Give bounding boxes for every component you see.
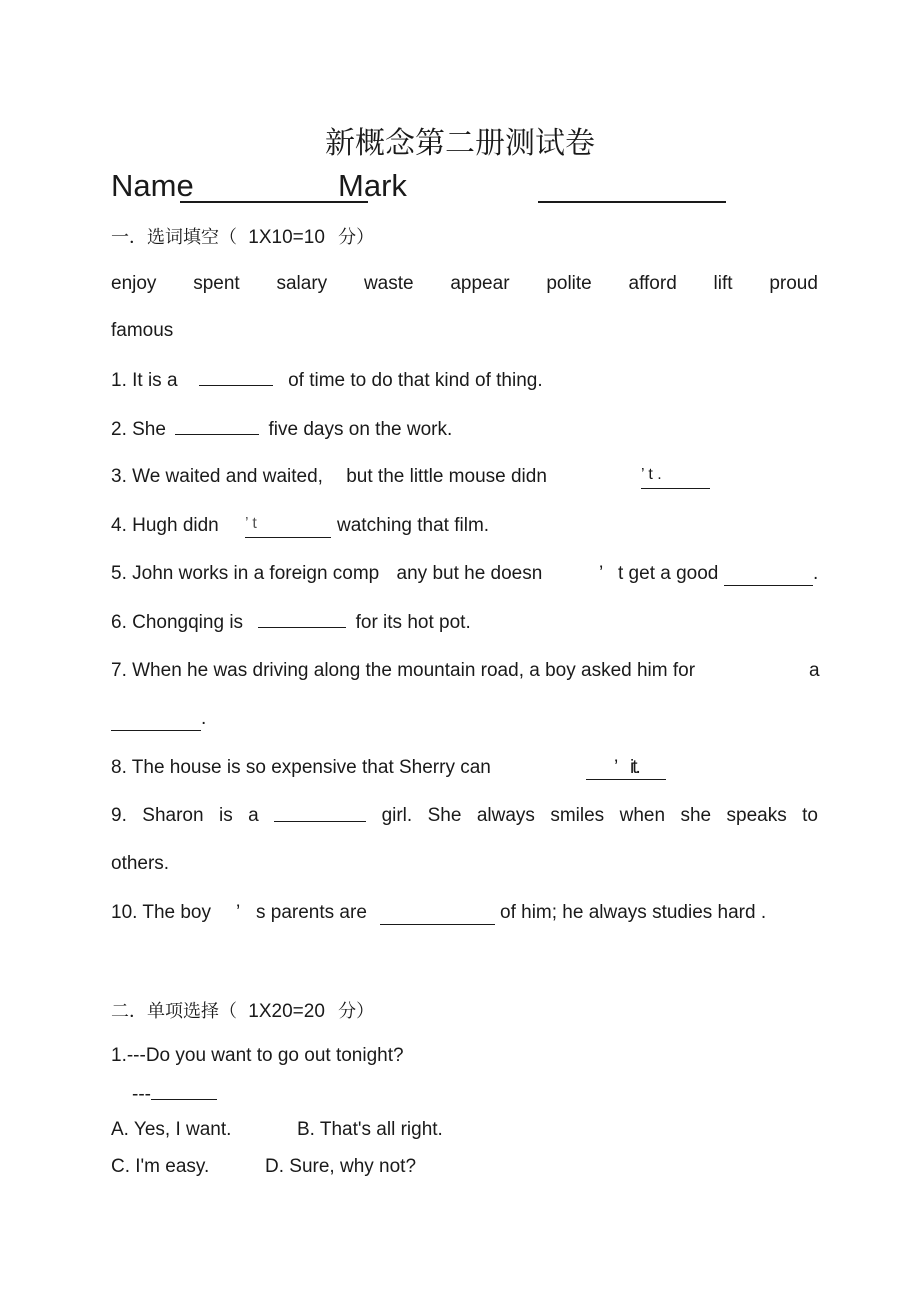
question-1 xyxy=(111,369,543,392)
answer-blank-5[interactable] xyxy=(724,563,813,586)
question-9-word: She xyxy=(427,805,462,826)
name-label: Name xyxy=(111,168,194,203)
section1-heading xyxy=(111,223,374,249)
question-6-text-b: for its hot pot. xyxy=(355,612,471,633)
question-9-word: Sharon xyxy=(142,805,204,826)
answer-blank-3[interactable] xyxy=(641,466,710,489)
word-bank xyxy=(111,273,818,295)
answer-blank-1[interactable] xyxy=(199,369,273,386)
question-3 xyxy=(111,466,547,488)
question-4-text-b: ’ t xyxy=(245,515,257,532)
word-bank-item: lift xyxy=(713,273,733,294)
answer-blank-10[interactable] xyxy=(380,902,495,925)
question-5-text-c: ’ xyxy=(599,563,604,584)
section2-unit: 分） xyxy=(338,1001,375,1022)
question-9-word: a xyxy=(248,805,259,826)
question-8-text-b: ’ xyxy=(614,757,619,778)
section1-score: 1X10=10 xyxy=(248,227,325,248)
question-10-text-b: ’ xyxy=(236,902,241,923)
section2-score: 1X20=20 xyxy=(248,1001,325,1022)
question-1-text-a: 1. It is a xyxy=(111,370,178,391)
question-5 xyxy=(111,563,542,585)
question-5-text-a: 5. John works in a foreign comp xyxy=(111,563,380,584)
question-4-text-c: watching that film. xyxy=(337,515,490,536)
answer-blank-8[interactable] xyxy=(586,757,666,780)
question-9-word: always xyxy=(476,805,535,826)
question-2-text-b: five days on the work. xyxy=(268,419,453,440)
question-9-word: she xyxy=(680,805,712,826)
question-5-text-e: . xyxy=(813,563,819,584)
question-8 xyxy=(111,757,491,779)
word-bank-item: salary xyxy=(276,273,328,294)
question-7-text-c: . xyxy=(201,708,207,729)
answer-blank-6[interactable] xyxy=(258,611,346,628)
word-bank-item: afford xyxy=(628,273,677,294)
question-7 xyxy=(111,660,695,682)
question-8-text-a: 8. The house is so expensive that Sherry can xyxy=(111,757,491,778)
question-3-text-b: but the little mouse didn xyxy=(346,466,547,487)
question-9-word: when xyxy=(619,805,666,826)
question-5-text-d: t get a good xyxy=(618,563,719,584)
option-c[interactable]: C. I'm easy. xyxy=(111,1156,210,1177)
question-10-text-c: s parents are xyxy=(256,902,367,923)
mc-answer-blank-1[interactable] xyxy=(151,1083,217,1100)
question-9-word: 9. xyxy=(111,805,127,826)
mc-question-1-reply-dash: --- xyxy=(132,1084,151,1105)
word-bank-item: proud xyxy=(769,273,818,294)
mc-question-1-reply xyxy=(132,1083,217,1106)
question-9 xyxy=(111,805,818,827)
mc-question-1: 1.---Do you want to go out tonight? xyxy=(111,1045,404,1066)
question-10-text-a: 10. The boy xyxy=(111,902,212,923)
page-title: 新概念第二册测试卷 xyxy=(325,126,595,161)
question-2 xyxy=(111,418,452,441)
question-6 xyxy=(111,611,471,634)
option-d[interactable]: D. Sure, why not? xyxy=(265,1156,417,1177)
option-a[interactable]: A. Yes, I want. xyxy=(111,1119,232,1140)
question-9-word: is xyxy=(218,805,233,826)
question-4-text-a: 4. Hugh didn xyxy=(111,515,219,536)
word-bank-item: polite xyxy=(546,273,592,294)
answer-blank-4[interactable] xyxy=(245,515,331,538)
question-9-word: smiles xyxy=(550,805,605,826)
option-b[interactable]: B. That's all right. xyxy=(297,1119,443,1140)
answer-blank-2[interactable] xyxy=(175,418,259,435)
question-2-text-a: 2. She xyxy=(111,419,166,440)
answer-blank-7[interactable] xyxy=(111,708,201,731)
question-7-text-b: a xyxy=(809,660,820,681)
question-9-word: others. xyxy=(111,853,170,874)
section2-heading-cn: 二．单项选择（ xyxy=(111,1001,237,1022)
question-9-word: speaks xyxy=(726,805,787,826)
mark-field[interactable] xyxy=(538,201,726,203)
section2-heading xyxy=(111,997,374,1023)
mark-label: Mark xyxy=(338,168,407,203)
question-9-word: girl. xyxy=(381,805,413,826)
question-9-word: to xyxy=(802,805,818,826)
answer-blank-9[interactable] xyxy=(274,805,366,822)
word-bank-item-extra: famous xyxy=(111,320,174,341)
question-7-text-a: 7. When he was driving along the mountain road, a boy asked him for xyxy=(111,660,696,681)
question-4 xyxy=(111,515,219,537)
word-bank-item: enjoy xyxy=(111,273,157,294)
question-1-text-b: of time to do that kind of thing. xyxy=(288,370,543,391)
question-3-text-c: ’ t . xyxy=(641,466,662,483)
word-bank-item: appear xyxy=(450,273,510,294)
word-bank-item: waste xyxy=(363,273,414,294)
question-8-text-c: it. xyxy=(630,757,639,778)
question-5-text-b: any but he doesn xyxy=(396,563,543,584)
section1-unit: 分） xyxy=(338,227,375,248)
question-10-text-d: of him; he always studies hard . xyxy=(500,902,767,923)
word-bank-item: spent xyxy=(193,273,240,294)
question-3-text-a: 3. We waited and waited, xyxy=(111,466,323,487)
question-6-text-a: 6. Chongqing is xyxy=(111,612,244,633)
question-10 xyxy=(111,902,211,924)
section1-heading-cn: 一．选词填空（ xyxy=(111,227,237,248)
